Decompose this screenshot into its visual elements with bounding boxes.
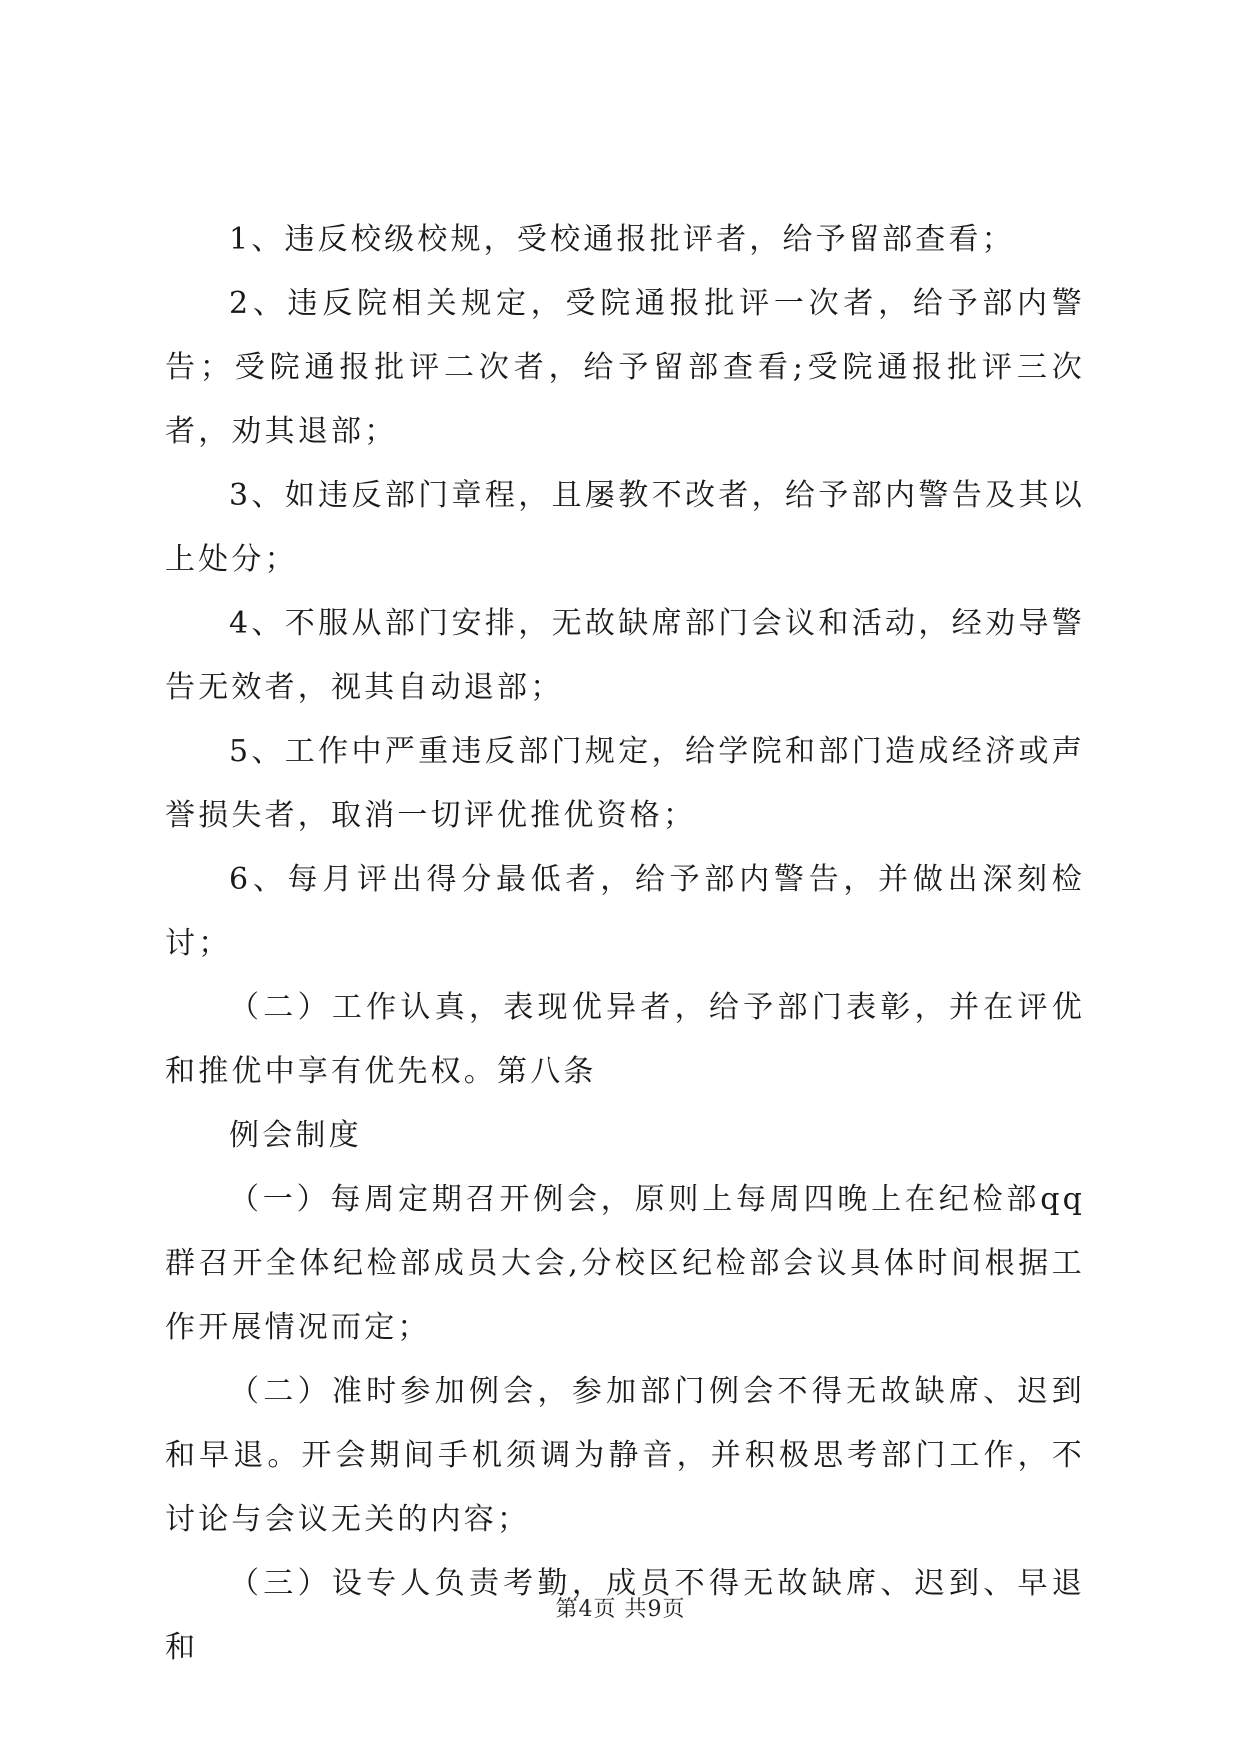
- paragraph-1: 1、违反校级校规，受校通报批评者，给予留部查看；: [229, 222, 1015, 257]
- paragraph-3: 3、如违反部门章程，且屡教不改者，给予部内警告及其以上处分；: [165, 478, 1085, 577]
- section-heading: 例会制度: [229, 1118, 362, 1153]
- paragraph-11: （三）设专人负责考勤，成员不得无故缺席、迟到、早退和: [165, 1566, 1085, 1665]
- paragraph-6: 6、每月评出得分最低者，给予部内警告，并做出深刻检讨；: [165, 862, 1085, 961]
- paragraph-9: （一）每周定期召开例会，原则上每周四晚上在纪检部qq群召开全体纪检部成员大会,分校区纪检部会议具体时间根据工作开展情况而定；: [165, 1182, 1085, 1345]
- paragraph-2: 2、违反院相关规定，受院通报批评一次者，给予部内警告；受院通报批评二次者，给予留部查看;受院通报批评三次者，劝其退部；: [165, 286, 1085, 449]
- paragraph-7: （二）工作认真，表现优异者，给予部门表彰，并在评优和推优中享有优先权。第八条: [165, 990, 1085, 1089]
- paragraph-5: 5、工作中严重违反部门规定，给学院和部门造成经济或声誉损失者，取消一切评优推优资格；: [165, 734, 1085, 833]
- page-footer: 第4页 共9页: [555, 1597, 686, 1622]
- paragraph-10: （二）准时参加例会，参加部门例会不得无故缺席、迟到和早退。开会期间手机须调为静音，并积极思考部门工作，不讨论与会议无关的内容；: [165, 1374, 1085, 1537]
- paragraph-4: 4、不服从部门安排，无故缺席部门会议和活动，经劝导警告无效者，视其自动退部；: [165, 606, 1085, 705]
- document-body: [165, 208, 1085, 1680]
